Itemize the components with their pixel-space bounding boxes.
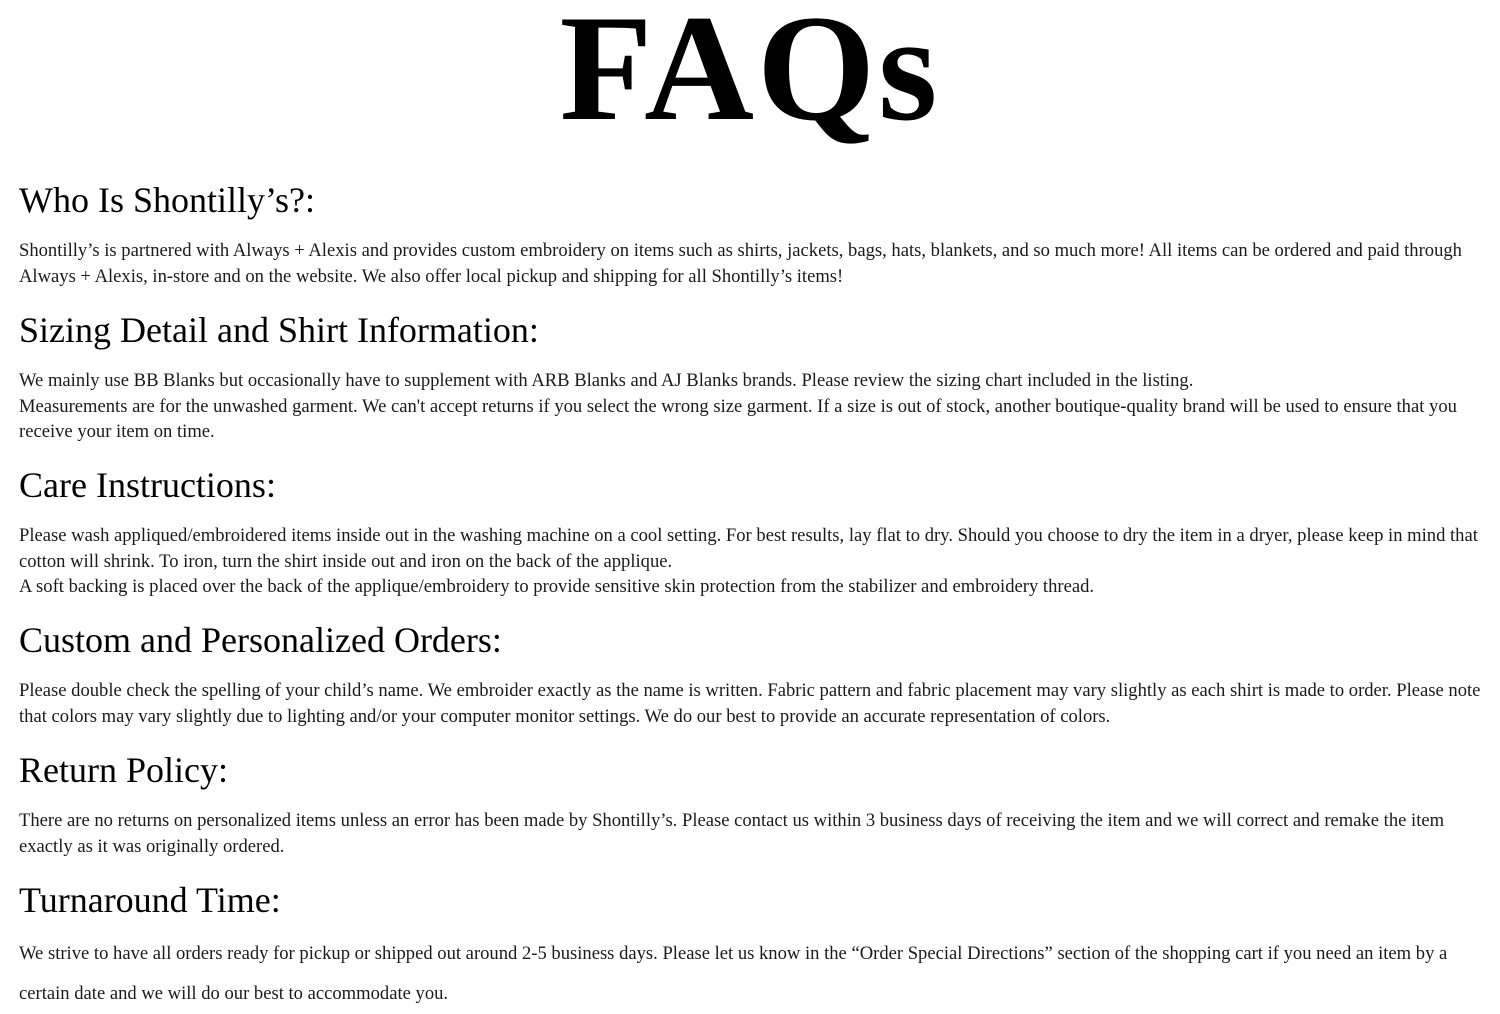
faq-section-return-policy: [19, 750, 1489, 859]
section-paragraph: Please double check the spelling of your child’s name. We embroider exactly as the name is written. Fabric pattern and fabric placement may vary slightly as each shirt is made to order. Please note that colors may vary slightly due to lighting and/or your computer monitor settings. We do our best to provide an accurate representation of colors.: [19, 680, 1481, 727]
page-title: FAQs: [559, 0, 941, 152]
section-heading: Return Policy:: [19, 750, 228, 790]
section-paragraph: Please wash appliqued/embroidered items inside out in the washing machine on a cool setting. For best results, lay flat to dry. Should you choose to dry the item in a dryer, please keep in mind that cotton will shrink. To iron, turn the shirt inside out and iron on the back of the applique.: [19, 525, 1478, 572]
section-paragraph: A soft backing is placed over the back of the applique/embroidery to provide sensitive skin protection from the stabilizer and embroidery thread.: [19, 576, 1095, 597]
section-paragraph: Measurements are for the unwashed garment. We can't accept returns if you select the wrong size garment. If a size is out of stock, another boutique-quality brand will be used to ensure that you receive your item on time.: [19, 395, 1457, 442]
section-heading: Sizing Detail and Shirt Information:: [19, 310, 539, 350]
section-heading: Who Is Shontilly’s?:: [19, 180, 315, 220]
section-paragraph: There are no returns on personalized items unless an error has been made by Shontilly’s. Please contact us within 3 business days of receiving the item and we will correct and remake the item exactly as it was originally ordered.: [19, 810, 1445, 857]
section-heading: Care Instructions:: [19, 465, 276, 505]
faq-section-turnaround-time: [19, 880, 1489, 1014]
section-heading: Turnaround Time:: [19, 880, 281, 920]
section-paragraph: We strive to have all orders ready for pickup or shipped out around 2-5 business days. Please let us know in the “Order Special Directions” section of the shopping cart if you need an item by a certain date and we will do our best to accommodate you.: [19, 943, 1448, 1004]
faq-section-sizing-detail: [19, 310, 1489, 445]
faq-section-care-instructions: [19, 465, 1489, 600]
section-heading: Custom and Personalized Orders:: [19, 620, 502, 660]
section-paragraph: Shontilly’s is partnered with Always + Alexis and provides custom embroidery on items such as shirts, jackets, bags, hats, blankets, and so much more! All items can be ordered and paid through Always + Alexis, in-store and on the website. We also offer local pickup and shipping for all Shontilly’s items!: [19, 240, 1462, 287]
section-paragraph: We mainly use BB Blanks but occasionally have to supplement with ARB Blanks and AJ Blanks brands. Please review the sizing chart included in the listing.: [19, 370, 1194, 391]
faq-section-custom-orders: [19, 620, 1489, 729]
faq-section-who-is-shontillys: [19, 180, 1489, 289]
